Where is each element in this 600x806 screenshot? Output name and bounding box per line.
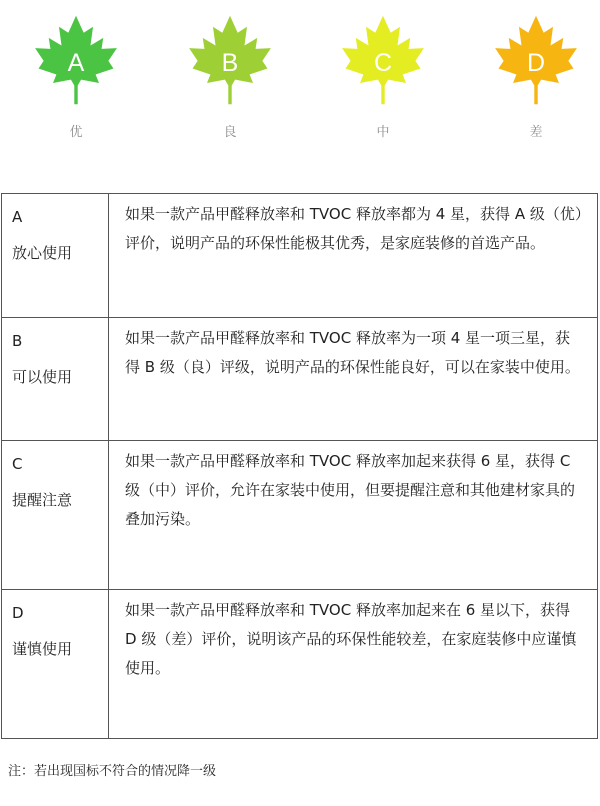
grade-letter: C	[12, 455, 23, 474]
grade-usage: 可以使用	[12, 367, 73, 386]
leaf-grade-b	[175, 14, 285, 154]
grade-letter: D	[12, 604, 24, 623]
grade-leaves	[0, 0, 600, 160]
leaf-letter: D	[526, 49, 546, 77]
grade-letter: A	[12, 208, 23, 226]
leaf-grade-c	[328, 14, 438, 154]
grade-description: 如果一款产品甲醛释放率和 TVOC 释放率都为 4 星，获得 A 级（优）评价，说明产品的环保性能极其优秀，是家庭装修的首选产品。	[109, 194, 598, 318]
table-row	[2, 194, 598, 318]
grade-usage: 放心使用	[12, 244, 73, 262]
footnote: 注：若出现国标不符合的情况降一级	[8, 764, 217, 779]
leaf-label: 优	[69, 125, 83, 140]
leaf-grade-d	[481, 14, 591, 154]
grade-description: 如果一款产品甲醛释放率和 TVOC 释放率加起来在 6 星以下，获得 D 级（差）评价，说明该产品的环保性能较差，在家庭装修中应谨慎使用。	[109, 590, 598, 739]
grade-cell	[2, 590, 109, 739]
leaf-label: 良	[223, 125, 237, 140]
grade-usage: 谨慎使用	[12, 640, 73, 659]
leaf-letter: A	[67, 49, 85, 77]
grade-letter: B	[12, 331, 23, 350]
grade-cell	[2, 317, 109, 441]
leaf-label: 差	[529, 125, 543, 140]
grade-cell	[2, 441, 109, 590]
grade-description: 如果一款产品甲醛释放率和 TVOC 释放率为一项 4 星一项三星，获得 B 级（良）评级，说明产品的环保性能良好，可以在家装中使用。	[109, 317, 598, 441]
grade-table	[1, 193, 598, 739]
leaf-letter: C	[373, 49, 393, 77]
grade-description: 如果一款产品甲醛释放率和 TVOC 释放率加起来获得 6 星，获得 C 级（中）评价，允许在家装中使用，但要提醒注意和其他建材家具的叠加污染。	[109, 441, 598, 590]
leaf-grade-a	[21, 14, 131, 154]
table-row	[2, 590, 598, 739]
leaf-label: 中	[376, 125, 390, 140]
leaf-letter: B	[221, 49, 239, 77]
grade-cell	[2, 194, 109, 318]
grade-usage: 提醒注意	[12, 491, 73, 510]
table-row	[2, 317, 598, 441]
table-row	[2, 441, 598, 590]
